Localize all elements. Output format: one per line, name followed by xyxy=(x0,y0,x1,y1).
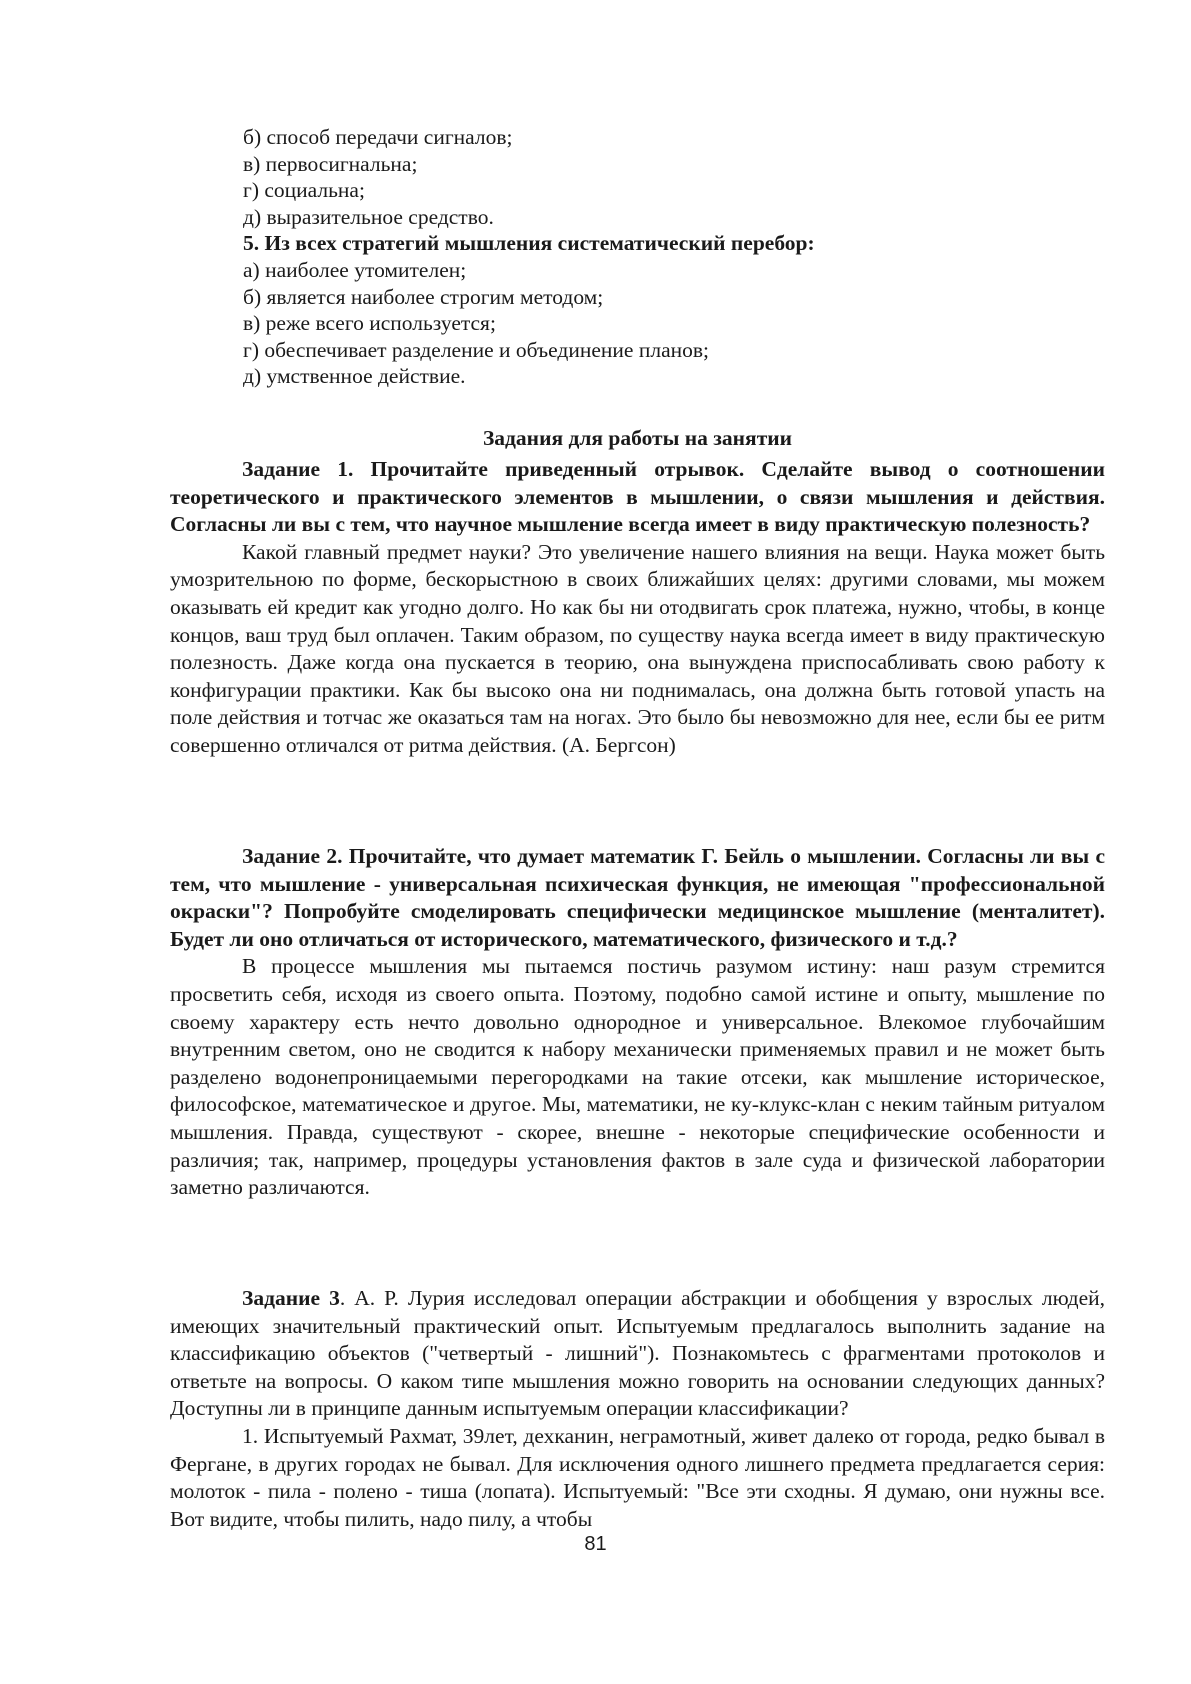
task-3-title: Задание 3 xyxy=(242,1286,340,1310)
task-3-intro xyxy=(170,1285,1105,1423)
question-5-title: 5. Из всех стратегий мышления систематический перебор: xyxy=(243,231,815,256)
section-heading: Задания для работы на занятии xyxy=(482,426,793,450)
task-2-text: В процессе мышления мы пытаемся постичь разумом истину: наш разум стремится просветить себя, исходя из своего опыта. Поэтому, подобно самой истине и опыту, мышление по своему характеру есть нечто довольно однородное и универсальное. Влекомое глубочайшим внутренним светом, оно не сводится к набору механически применяемых правил и не может быть разделено водонепроницаемыми перегородками на такие отсеки, как мышление историческое, философское, математическое и другое. Мы, математики, не ку-клукс-клан с неким тайным ритуалом мышления. Правда, существуют - скорее, внешне - некоторые специфические особенности и различия; так, например, процедуры установления фактов в зале суда и физической лаборатории заметно различаются. xyxy=(170,954,1105,1200)
option-item: д) умственное действие. xyxy=(243,364,466,389)
option-item: а) наиболее утомителен; xyxy=(243,257,467,282)
task-3 xyxy=(170,1285,1105,1533)
task-2 xyxy=(170,843,1105,1202)
option-item: в) первосигнальна; xyxy=(243,151,418,176)
option-item: д) выразительное средство. xyxy=(243,204,494,229)
task-3-text: . А. Р. Лурия исследовал операции абстракции и обобщения у взрослых людей, имеющих значительный практический опыт. Испытуемым предлагалось выполнить задание на классификацию объектов ("четвертый - лишний"). Познакомьтесь с фрагментами протоколов и ответьте на вопросы. О каком типе мышления можно говорить на основании следующих данных? Доступны ли в принципе данным испытуемым операции классификации? xyxy=(170,1286,1105,1421)
task-1-title: Задание 1. Прочитайте приведенный отрывок. Сделайте вывод о соотношении теоретического и практического элементов в мышлении, о связи мышления и действия. Согласны ли вы с тем, что научное мышление всегда имеет в виду практическую полезность? xyxy=(170,457,1105,537)
page-number: 81 xyxy=(584,1533,607,1555)
option-item: б) является наиболее строгим методом; xyxy=(243,284,604,309)
task-3-case-1: 1. Испытуемый Рахмат, 39лет, дехканин, неграмотный, живет далеко от города, редко бывал в Фергане, в других городах не бывал. Для исключения одного лишнего предмета предлагается серия: молоток - пила - полено - тиша (лопата). Испытуемый: "Все эти сходны. Я думаю, они нужны все. Вот видите, чтобы пилить, надо пилу, а чтобы xyxy=(170,1423,1105,1531)
task-1-text: Какой главный предмет науки? Это увеличение нашего влияния на вещи. Наука может быть умозрительною по форме, бескорыстною в своих ближайших целях: другими словами, мы можем оказывать ей кредит как угодно долго. Но как бы ни отодвигать срок платежа, нужно, чтобы, в конце концов, ваш труд был оплачен. Таким образом, по существу наука всегда имеет в виду практическую полезность. Даже когда она пускается в теорию, она вынуждена приспосабливать свою работу к конфигурации практики. Как бы высоко она ни поднималась, она должна быть готовой упасть на поле действия и тотчас же оказаться там на ногах. Это было бы невозможно для нее, если бы ее ритм совершенно отличался от ритма действия. (А. Бергсон) xyxy=(170,539,1105,757)
task-2-title: Задание 2. Прочитайте, что думает математик Г. Бейль о мышлении. Согласны ли вы с тем, что мышление - универсальная психическая функция, не имеющая "профессиональной окраски"? Попробуйте смоделировать специфически медицинское мышление (менталитет). Будет ли оно отличаться от исторического, математического, физического и т.д.? xyxy=(170,844,1105,951)
option-item: г) обеспечивает разделение и объединение планов; xyxy=(243,337,710,362)
option-item: в) реже всего используется; xyxy=(243,311,496,336)
task-1 xyxy=(170,456,1105,760)
answer-options-block xyxy=(243,124,1103,390)
option-item: г) социальна; xyxy=(243,178,365,203)
option-item: б) способ передачи сигналов; xyxy=(243,125,513,149)
